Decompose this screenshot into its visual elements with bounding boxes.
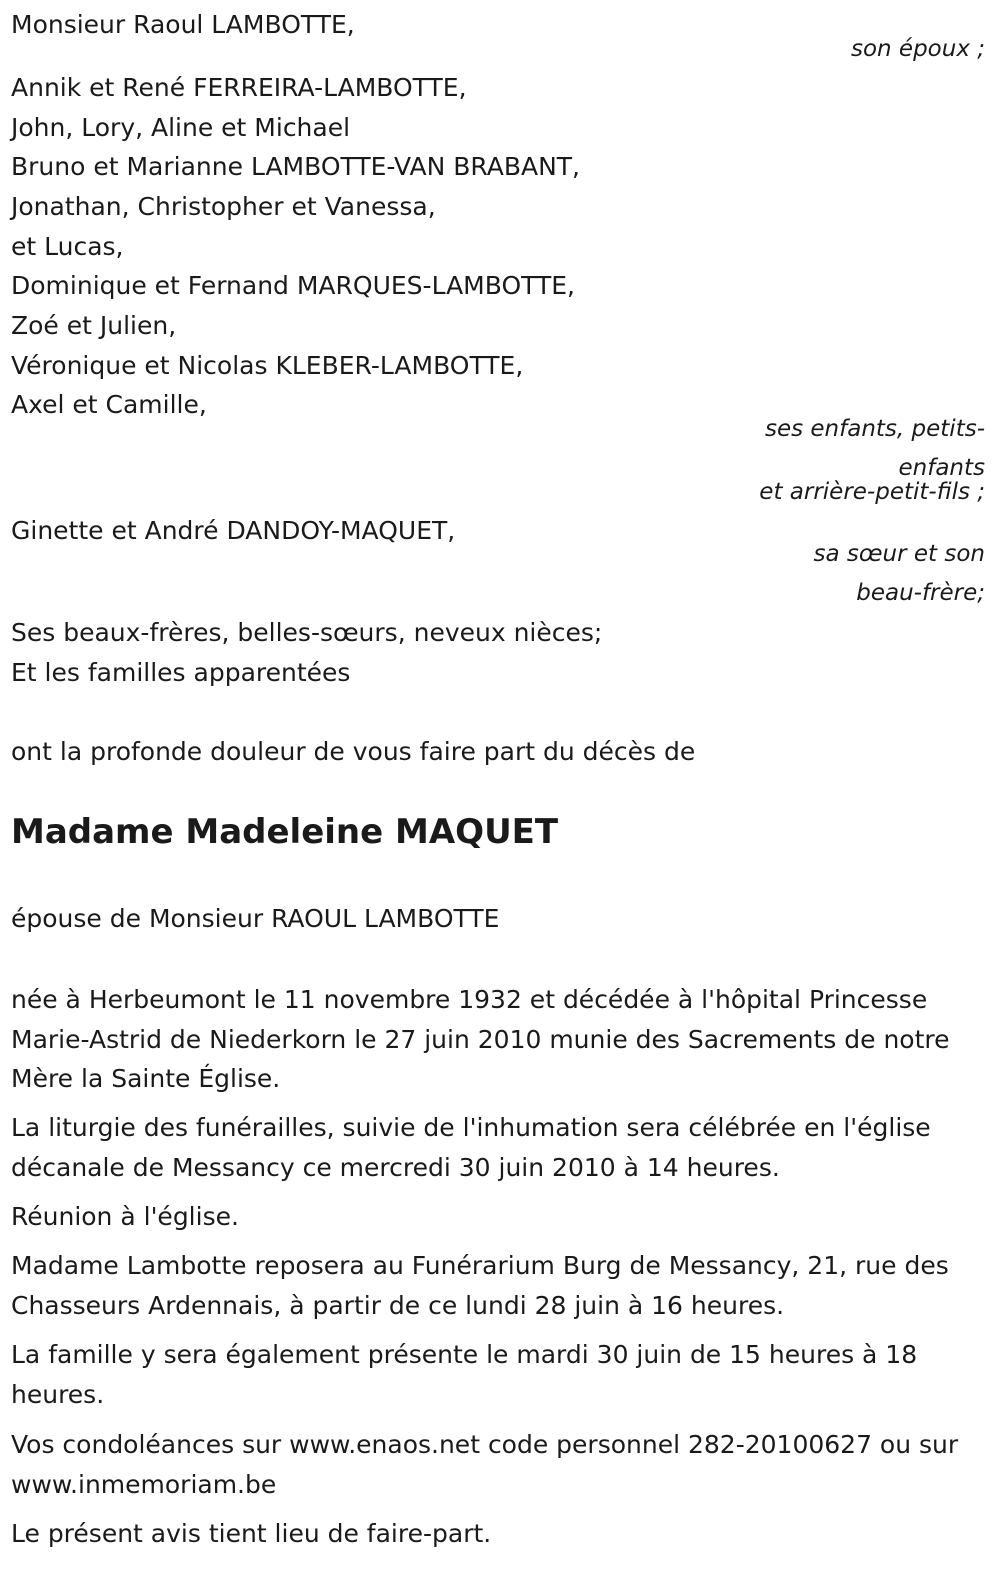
spouse-role: son époux ; (850, 36, 985, 62)
family-presence-paragraph: La famille y sera également présente le mardi 30 juin de 15 heures à 18 heures. (11, 1340, 918, 1409)
birth-death-paragraph: née à Herbeumont le 11 novembre 1932 et décédée à l'hôpital Princesse Marie-Astrid de Niederkorn le 27 juin 2010 munie des Sacrements de notre Mère la Sainte Église. (11, 985, 950, 1093)
family-line: Zoé et Julien, (11, 311, 177, 340)
family-line: Dominique et Fernand MARQUES-LAMBOTTE, (11, 271, 575, 300)
funeral-paragraph: La liturgie des funérailles, suivie de l'inhumation sera célébrée en l'église décanale de Messancy ce mercredi 30 juin 2010 à 14 heures. (11, 1113, 931, 1182)
sibling-role-line: beau-frère; (856, 580, 985, 606)
extended-family-line: Et les familles apparentées (11, 658, 351, 687)
sibling-role-line: sa sœur et son (813, 541, 985, 567)
family-line: Axel et Camille, (11, 390, 207, 419)
spouse-name: Monsieur Raoul LAMBOTTE, (11, 10, 355, 39)
gathering-paragraph: Réunion à l'église. (11, 1202, 239, 1231)
children-role-line: enfants (898, 455, 985, 481)
family-line: Bruno et Marianne LAMBOTTE-VAN BRABANT, (11, 152, 580, 181)
intro-sentence: ont la profonde douleur de vous faire part du décès de (11, 737, 696, 766)
family-line: et Lucas, (11, 232, 124, 261)
family-line: Véronique et Nicolas KLEBER-LAMBOTTE, (11, 351, 524, 380)
children-role-line: ses enfants, petits- (764, 416, 985, 442)
notice-paragraph: Le présent avis tient lieu de faire-part. (11, 1519, 492, 1548)
children-role-line: et arrière-petit-fils ; (759, 479, 985, 505)
condolences-paragraph: Vos condoléances sur www.enaos.net code personnel 282-20100627 ou sur www.inmemoriam.be (11, 1430, 959, 1499)
deceased-name: Madame Madeleine MAQUET (11, 812, 559, 852)
family-line: Jonathan, Christopher et Vanessa, (11, 192, 436, 221)
family-line: John, Lory, Aline et Michael (11, 113, 351, 142)
spouse-of: épouse de Monsieur RAOUL LAMBOTTE (11, 904, 500, 933)
sibling-name: Ginette et André DANDOY-MAQUET, (11, 516, 456, 545)
funerarium-paragraph: Madame Lambotte reposera au Funérarium Burg de Messancy, 21, rue des Chasseurs Ardennais, à partir de ce lundi 28 juin à 16 heures. (11, 1251, 949, 1320)
extended-family-line: Ses beaux-frères, belles-sœurs, neveux nièces; (11, 618, 603, 647)
family-line: Annik et René FERREIRA-LAMBOTTE, (11, 73, 467, 102)
